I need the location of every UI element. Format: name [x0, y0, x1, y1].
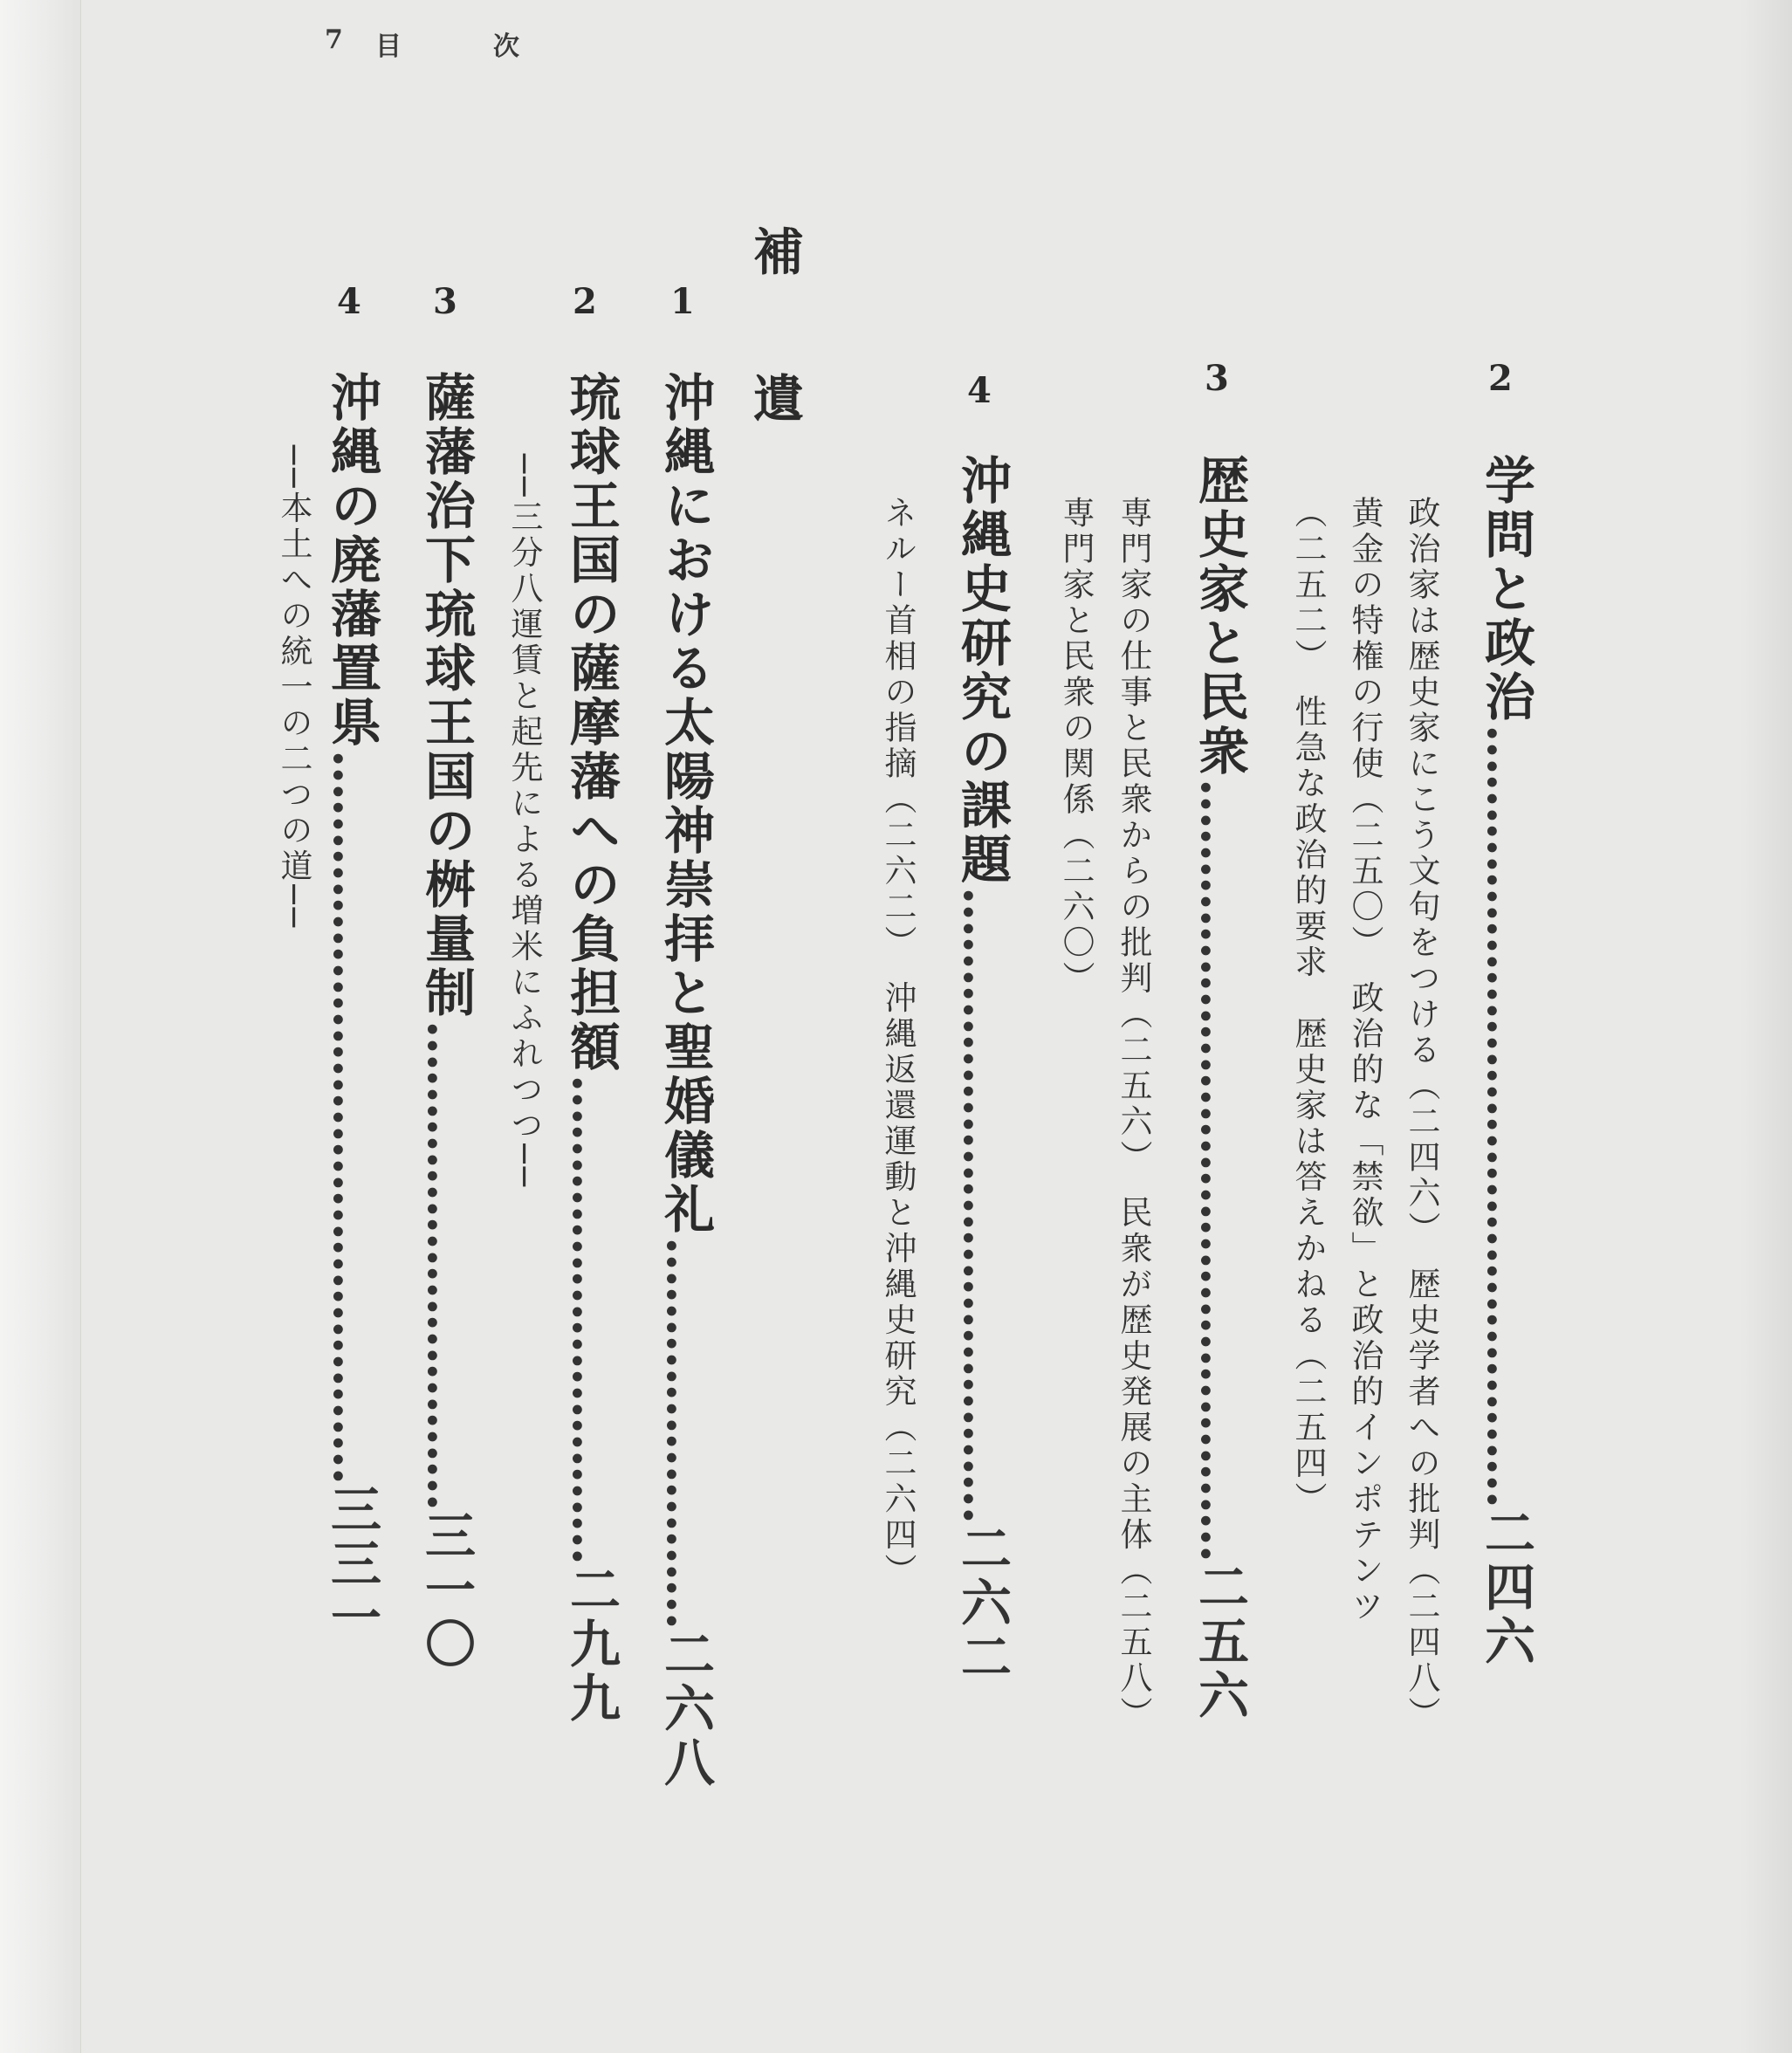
- running-head-left: 目: [375, 31, 402, 62]
- supplement-item-number: 3: [433, 281, 457, 322]
- supplement-item-title: 薩藩治下琉球王国の桝量制: [416, 371, 476, 1020]
- chapter-title: 学問と政治: [1476, 454, 1535, 724]
- subtopic-line: 政治家は歴史家にこう文句をつける（二四六） 歴史学者への批判（二四八）: [1403, 496, 1440, 1733]
- supplement-item[interactable]: [561, 371, 621, 1726]
- subtopic-line: 専門家と民衆の関係（二六〇）: [1057, 496, 1095, 997]
- leader-dots: …………………………: [561, 1075, 621, 1563]
- page-number: 二四六: [1476, 1507, 1535, 1669]
- supplement-item-subtitle: ──三分八運賃と起先による増米にふれつつ──: [505, 454, 543, 1191]
- chapter-number: 2: [1488, 358, 1513, 399]
- subtopic-line: ネルー首相の指摘（二六二） 沖縄返還運動と沖縄史研究（二六四）: [879, 496, 917, 1590]
- page-number: 三一〇: [416, 1509, 476, 1672]
- supplement-item-title: 沖縄における太陽神崇拝と聖婚儀礼: [656, 371, 715, 1237]
- supplement-item-title: 沖縄の廃藩置県: [322, 371, 381, 750]
- leader-dots: …………………………………………: [1476, 724, 1535, 1507]
- page-number: 二六二: [952, 1522, 1012, 1685]
- leader-dots: …………………………: [416, 1020, 476, 1509]
- supplement-heading: 補 遺: [745, 225, 804, 445]
- supplement-item-number: 1: [670, 281, 695, 322]
- subtopic-line: （二五二） 性急な政治的要求 歴史家は答えかねる（二五四）: [1289, 496, 1327, 1518]
- running-head-page: 7: [325, 24, 343, 55]
- supplement-item[interactable]: [322, 371, 381, 1645]
- chapter-title: 歴史家と民衆: [1190, 454, 1249, 779]
- supplement-item[interactable]: [416, 371, 476, 1672]
- supplement-item[interactable]: [656, 371, 715, 1790]
- page-number: 二五六: [1190, 1561, 1249, 1723]
- chapter-number: 3: [1205, 358, 1229, 399]
- page-number: 三三一: [322, 1483, 381, 1645]
- chapter-heading[interactable]: [952, 454, 1012, 1685]
- gutter-shadow: [1740, 0, 1792, 2053]
- leader-dots: …………………………………: [952, 887, 1012, 1522]
- supplement-item-number: 2: [573, 281, 597, 322]
- page-number: 二九九: [561, 1563, 621, 1726]
- running-head-right: 次: [493, 31, 519, 62]
- leader-dots: …………………………………………: [1190, 779, 1249, 1561]
- page-edge: [0, 0, 81, 2053]
- supplement-item-title: 琉球王国の薩摩藩への負担額: [561, 371, 621, 1075]
- chapter-heading[interactable]: [1190, 454, 1249, 1723]
- leader-dots: ……………………: [656, 1237, 715, 1628]
- supplement-item-number: 4: [337, 281, 361, 322]
- subtopic-line: 黄金の特権の行使（二五〇） 政治的な「禁欲」と政治的インポテンツ: [1346, 496, 1383, 1625]
- chapter-title: 沖縄史研究の課題: [952, 454, 1012, 887]
- page-number: 二六八: [656, 1628, 715, 1790]
- chapter-heading[interactable]: [1476, 454, 1535, 1669]
- subtopic-line: 専門家の仕事と民衆からの批判（二五六） 民衆が歴史発展の主体（二五八）: [1115, 496, 1152, 1733]
- chapter-number: 4: [967, 370, 992, 411]
- supplement-item-subtitle: ──本土への統一の二つの道──: [275, 445, 312, 931]
- leader-dots: ………………………………………: [322, 750, 381, 1483]
